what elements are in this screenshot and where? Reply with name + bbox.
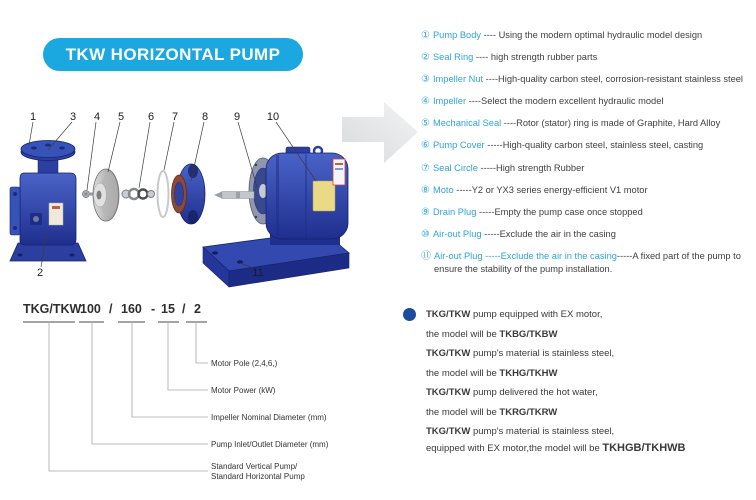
part-number: 11 [252, 267, 264, 279]
part-name: Mechanical Seal [432, 118, 502, 129]
part-number-badge: ④ [421, 96, 430, 108]
part-number-badge: ⑧ [421, 184, 430, 196]
part-number-badge: ⑥ [421, 140, 430, 152]
part-list-item [421, 250, 756, 276]
part-number-badge: ⑩ [421, 228, 430, 240]
part-number-badge: ⑪ [421, 250, 431, 262]
part-list-item [421, 184, 756, 198]
part-desc: ----High-quality carbon steel, corrosion-resistant stainless steel [483, 74, 743, 85]
variant-line: TKG/TKW pump's material is stainless steel, [426, 426, 615, 437]
part-desc: ---- high strength rubber parts [473, 52, 598, 63]
model-code-separator: - [151, 302, 156, 316]
model-label: Impeller Nominal Diameter (mm) [211, 413, 327, 422]
variant-line: the model will be TKHG/TKHW [426, 367, 558, 379]
pump-cover-illustration [172, 164, 206, 224]
part-name: Seal Circle [432, 162, 478, 173]
part-desc: -----High-quality carbon steel, stainless steel, casting [484, 140, 704, 151]
part-list-item [421, 206, 756, 220]
model-code-connector-lines [49, 322, 208, 471]
part-desc: -----A fixed part of the pump to ensure the stability of the pump installation. [434, 250, 744, 275]
variant-line: TKG/TKW pump's material is stainless steel, [426, 348, 615, 359]
part-number: 1 [29, 111, 37, 123]
part-number: 6 [147, 111, 155, 123]
model-code-segment: 100 [80, 302, 101, 316]
part-number-badge: ③ [421, 74, 430, 86]
parts-list [421, 29, 756, 285]
impeller-illustration [83, 169, 120, 221]
part-number: 3 [69, 111, 77, 123]
part-name: Pump Body [432, 30, 482, 40]
model-label: Motor Power (kW) [211, 386, 276, 395]
part-desc: -----Empty the pump case once stopped [476, 206, 643, 217]
motor-illustration [249, 147, 348, 245]
part-number-badge: ⑨ [421, 206, 430, 218]
model-code-separator: / [109, 302, 113, 316]
part-number-badge: ① [421, 30, 430, 41]
model-label: Pump Inlet/Outlet Diameter (mm) [211, 440, 329, 449]
model-code-segment: TKG/TKW [23, 302, 82, 316]
part-desc: -----Exclude the air in the casing [481, 228, 616, 239]
part-list-item [421, 29, 756, 43]
part-list-item [421, 139, 756, 153]
part-name: Drain Plug [432, 206, 477, 217]
variant-line: equipped with EX motor,the model will be TKHGB/TKHWB [426, 441, 686, 454]
part-number: 8 [201, 111, 209, 123]
part-number: 10 [266, 111, 280, 123]
part-number-badge: ⑦ [421, 162, 430, 174]
model-code-separator: / [182, 302, 186, 316]
pump-exploded-diagram [0, 95, 430, 300]
part-number: 5 [117, 111, 125, 123]
seal-circle-illustration [158, 171, 169, 217]
part-number-badge: ⑤ [421, 118, 430, 130]
model-variants-section [397, 305, 753, 455]
model-label: Standard Vertical Pump/ [211, 462, 298, 471]
right-arrow-icon [342, 102, 418, 163]
part-name: Impeller Nut [432, 74, 484, 85]
variant-line: TKG/TKW pump equipped with EX motor, [426, 309, 603, 320]
model-code-segment: 2 [194, 302, 201, 316]
part-desc: ----Select the modern excellent hydraulic model [466, 96, 664, 107]
variant-line: the model will be TKRG/TKRW [426, 406, 558, 418]
part-list-item [421, 228, 756, 242]
part-desc: -----High strength Rubber [477, 162, 585, 173]
part-number-badge: ② [421, 52, 430, 64]
model-label: Motor Pole (2,4,6,) [211, 359, 278, 368]
model-code-segment: 160 [121, 302, 142, 316]
variant-line: the model will be TKBG/TKBW [426, 328, 558, 340]
part-name: Seal Ring [432, 52, 474, 63]
part-number: 7 [171, 111, 179, 123]
part-desc: ---- Using the modern optimal hydraulic model design [481, 30, 703, 40]
part-name: Impeller [432, 96, 467, 107]
mechanical-seal-illustration [122, 189, 155, 199]
page-title: TKW HORIZONTAL PUMP [43, 38, 303, 71]
part-name: Air-out Plug -----Exclude the air in the casing [434, 250, 617, 261]
part-desc: -----Y2 or YX3 series energy-efficient V1 motor [453, 184, 648, 195]
shaft-illustration [214, 192, 254, 199]
variant-line: TKG/TKW pump delivered the hot water, [426, 387, 598, 398]
pump-body-illustration [10, 141, 86, 262]
part-name: Pump Cover [432, 140, 485, 151]
part-number: 9 [233, 111, 241, 123]
part-name: Moto [432, 184, 454, 195]
part-list-item [421, 95, 756, 109]
part-desc: ----Rotor (stator) ring is made of Graphite, Hard Alloy [501, 118, 721, 129]
bullet-dot-icon [403, 308, 416, 321]
part-list-item [421, 73, 756, 87]
part-list-item [421, 51, 756, 65]
part-list-item [421, 117, 756, 131]
part-number: 2 [36, 267, 44, 279]
part-list-item [421, 162, 756, 176]
part-name: Air-out Plug [432, 228, 482, 239]
model-code-segment: 15 [161, 302, 175, 316]
model-label: Standard Horizontal Pump [211, 472, 305, 481]
model-code-breakdown [18, 293, 358, 493]
part-number: 4 [93, 111, 101, 123]
